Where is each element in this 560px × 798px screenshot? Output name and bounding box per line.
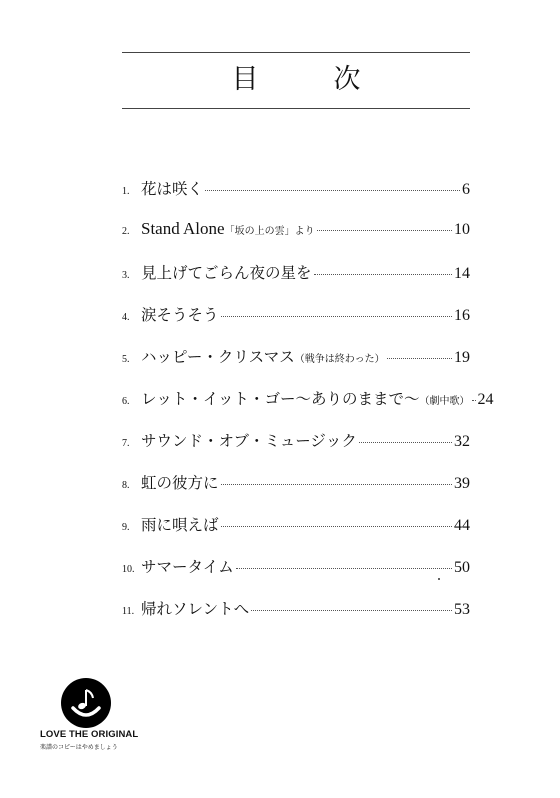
toc-page: 10 [454, 221, 470, 238]
bottom-rule [122, 108, 470, 109]
toc-number: 10. [122, 564, 135, 575]
toc-title: 帰れソレントへ [141, 600, 250, 618]
toc-title: 雨に唄えば [141, 516, 219, 534]
toc-leader [205, 190, 460, 191]
toc-title: 花は咲く [141, 180, 204, 198]
toc-row[interactable] [122, 219, 470, 261]
toc-row[interactable] [122, 471, 470, 513]
toc-number: 2. [122, 226, 130, 237]
page-title: 目 次 [231, 64, 385, 95]
toc-number: 9. [122, 522, 130, 533]
toc-title: 見上げてごらん夜の星を [141, 264, 312, 282]
toc-row[interactable] [122, 597, 470, 639]
toc-page: 53 [454, 601, 470, 618]
love-the-original-logo [40, 678, 140, 758]
toc-title: サウンド・オブ・ミュージック [141, 432, 357, 450]
toc-page: 24 [477, 391, 494, 408]
toc-page: 19 [454, 349, 470, 366]
toc-row[interactable] [122, 555, 470, 597]
toc-subtitle: （劇中歌） [419, 396, 470, 407]
toc-title: 涙そうそう [141, 306, 219, 324]
toc-leader [251, 610, 452, 611]
toc-number: 1. [122, 186, 130, 197]
toc-number: 8. [122, 480, 130, 491]
toc-row[interactable] [122, 303, 470, 345]
toc-number: 11. [122, 606, 135, 617]
toc-leader [472, 400, 476, 401]
toc-subtitle: 「坂の上の雲」より [224, 226, 315, 237]
table-of-contents [122, 177, 494, 639]
toc-leader [359, 442, 452, 443]
toc-page: 32 [454, 433, 470, 450]
toc-row[interactable] [122, 177, 470, 219]
top-rule [122, 52, 470, 53]
music-note-smile-icon [61, 678, 111, 728]
toc-subtitle: （戦争は終わった） [294, 354, 385, 365]
toc-page: 44 [454, 517, 470, 534]
toc-row[interactable] [122, 387, 494, 429]
toc-number: 7. [122, 438, 130, 449]
toc-leader [236, 568, 452, 569]
logo-text: LOVE THE ORIGINAL [40, 729, 139, 740]
toc-number: 6. [122, 396, 130, 407]
toc-row[interactable] [122, 345, 470, 387]
toc-number: 3. [122, 270, 130, 281]
toc-page: 39 [454, 475, 470, 492]
toc-page: 6 [462, 181, 470, 198]
toc-leader [317, 230, 452, 231]
toc-page: 50 [454, 559, 470, 576]
toc-leader [314, 274, 452, 275]
toc-leader [221, 316, 452, 317]
stray-mark [438, 578, 440, 580]
toc-leader [221, 484, 452, 485]
toc-title: レット・イット・ゴー～ありのままで～ [141, 390, 420, 408]
toc-row[interactable] [122, 261, 470, 303]
toc-title: 虹の彼方に [141, 474, 219, 492]
toc-page: 14 [454, 265, 470, 282]
toc-row[interactable] [122, 429, 470, 471]
toc-title: Stand Alone [141, 219, 225, 238]
toc-title: サマータイム [141, 558, 234, 576]
toc-number: 4. [122, 312, 130, 323]
toc-leader [387, 358, 452, 359]
logo-subtext: 楽譜のコピーはやめましょう [40, 744, 118, 751]
toc-title: ハッピー・クリスマス [141, 348, 295, 366]
toc-page: 16 [454, 307, 470, 324]
toc-number: 5. [122, 354, 130, 365]
toc-leader [221, 526, 452, 527]
toc-row[interactable] [122, 513, 470, 555]
